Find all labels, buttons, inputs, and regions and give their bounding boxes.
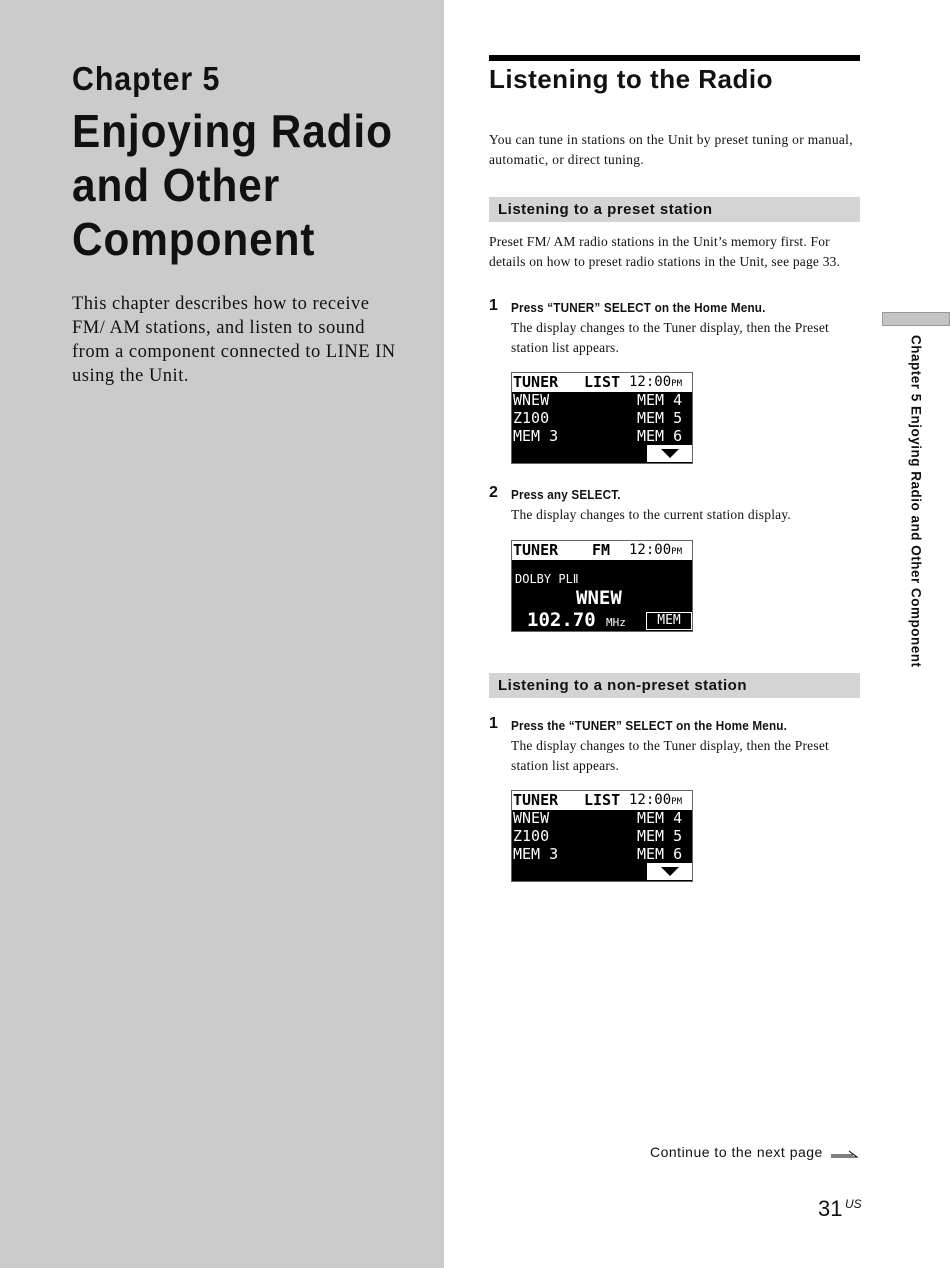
scroll-down-box [647, 445, 692, 462]
preset-item: Z100 [513, 827, 550, 845]
tuner-station-display [511, 540, 693, 632]
preset-item: MEM 3 [513, 427, 559, 445]
preset-item: WNEW [513, 391, 550, 409]
page-region: US [845, 1197, 862, 1211]
display-header-left: TUNER [513, 373, 559, 391]
step-text: The display changes to the current station display. [511, 507, 792, 522]
preset-item: MEM 5 [637, 827, 683, 845]
display-header-mid: LIST [584, 791, 621, 809]
step-number: 2 [489, 484, 498, 501]
display-clock: 12:00PM [629, 374, 682, 390]
step-number: 1 [489, 297, 498, 314]
intro-text: You can tune in stations on the Unit by preset tuning or manual, automatic, or direct tuning. [489, 132, 853, 167]
display-clock: 12:00PM [629, 542, 682, 558]
tuner-list-display [511, 372, 693, 464]
step-heading: Press “TUNER” SELECT on the Home Menu. [511, 300, 766, 315]
scroll-down-box [647, 863, 692, 880]
preset-item: MEM 6 [637, 427, 683, 445]
step-text: The display changes to the Tuner display, then the Preset station list appears. [511, 738, 829, 773]
chapter-tab-marker [882, 312, 950, 326]
step-text: The display changes to the Tuner display, then the Preset station list appears. [511, 320, 829, 355]
preset-body: Preset FM/ AM radio stations in the Unit’s memory first. For details on how to preset radio stations in the Unit, see page 33. [489, 234, 841, 269]
continue-text: Continue to the next page [650, 1144, 823, 1160]
tuner-list-display [511, 790, 693, 882]
preset-item: MEM 4 [637, 391, 683, 409]
chapter-label: Chapter 5 [72, 60, 221, 97]
chapter-panel [0, 0, 444, 1268]
display-header [512, 373, 692, 392]
step-heading: Press any SELECT. [511, 487, 621, 502]
side-chapter-label: Chapter 5 Enjoying Radio and Other Component [908, 335, 924, 668]
preset-item: MEM 3 [513, 845, 559, 863]
chapter-description: This chapter describes how to receive FM/ AM stations, and listen to sound from a component connected to LINE IN using the Unit. [72, 294, 396, 386]
preset-item: MEM 6 [637, 845, 683, 863]
display-header-mid: FM [592, 541, 611, 559]
down-triangle-icon [661, 449, 679, 458]
display-header [512, 791, 692, 810]
preset-item: WNEW [513, 809, 550, 827]
display-header-left: TUNER [513, 791, 559, 809]
page-number: 31 [818, 1196, 843, 1221]
surround-mode: DOLBY PLⅡ [515, 572, 579, 586]
display-header-mid: LIST [584, 373, 621, 391]
preset-item: MEM 4 [637, 809, 683, 827]
frequency: 102.70 [527, 609, 596, 631]
page-title: Listening to the Radio [489, 64, 773, 94]
continue-arrow-icon [831, 1149, 859, 1159]
frequency-unit: MHz [606, 616, 626, 629]
step-heading: Press the “TUNER” SELECT on the Home Menu. [511, 718, 788, 733]
down-triangle-icon [661, 867, 679, 876]
preset-item: MEM 5 [637, 409, 683, 427]
mem-label: MEM [646, 612, 692, 630]
title-rule [489, 55, 860, 61]
step-number: 1 [489, 715, 498, 732]
display-header [512, 541, 692, 560]
display-header-left: TUNER [513, 541, 559, 559]
preset-item: Z100 [513, 409, 550, 427]
subheading-preset: Listening to a preset station [489, 197, 860, 222]
chapter-title: Enjoying Radio and Other Component [72, 105, 393, 265]
station-name: WNEW [576, 587, 622, 609]
subheading-non-preset: Listening to a non-preset station [489, 673, 860, 698]
display-clock: 12:00PM [629, 792, 682, 808]
